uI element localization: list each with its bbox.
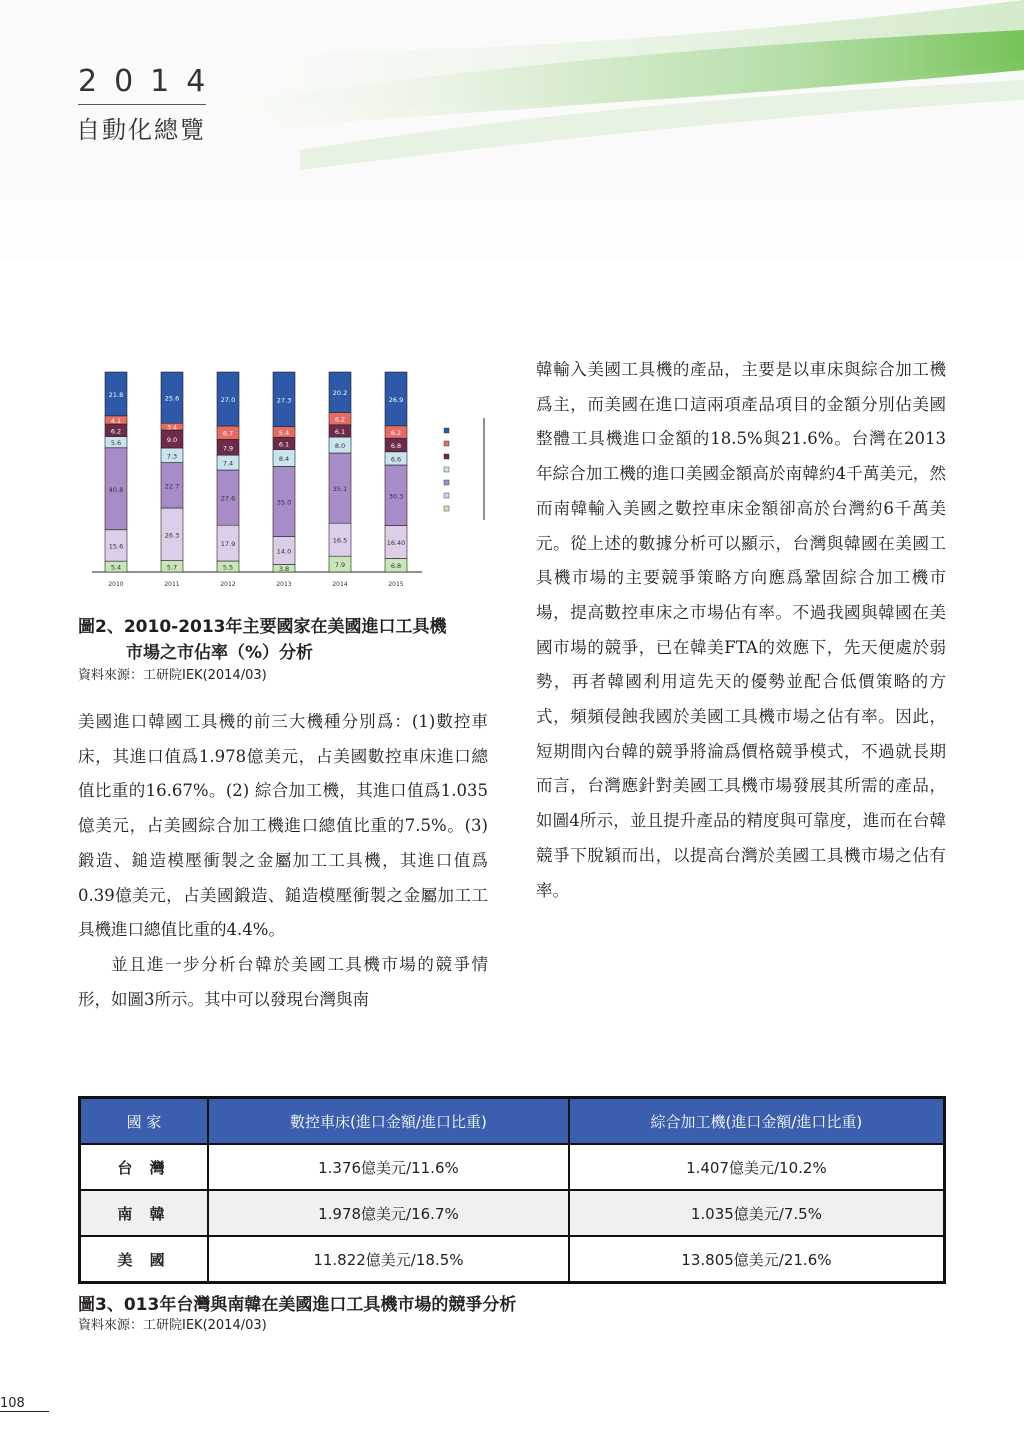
chart-data-label: 14.0 [276,547,292,556]
chart-data-label: 9.0 [166,436,178,444]
chart-data-label: 21.8 [108,390,124,399]
figure2-caption-line1: 圖2、2010-2013年主要國家在美國進口工具機 [78,617,447,637]
page-number: 108 [0,1396,49,1412]
chart-legend-swatch [444,467,449,472]
chart-data-label: 5.5 [222,563,234,572]
chart-data-label: 6.2 [390,429,402,437]
table-header-machining-center: 綜合加工機(進口金額/進口比重) [569,1098,945,1145]
chart-data-label: 27.3 [276,396,292,405]
chart-data-label: 6.1 [278,440,290,449]
table-header-country: 國 家 [80,1098,209,1145]
chart-data-label: 6.2 [334,415,346,424]
table-cell-country: 美 國 [80,1236,209,1283]
header-year: 2014 [78,64,223,99]
chart-data-label: 7.4 [222,459,234,468]
chart-tick-label: 2013 [276,581,292,588]
table-row [80,1144,945,1190]
chart-data-label: 3.4 [166,423,178,432]
chart-data-label: 15.6 [108,542,124,551]
chart-tick-label: 2015 [388,581,404,588]
chart-tick-label: 2011 [164,581,180,588]
table-cell-lathe: 11.822億美元/18.5% [208,1236,569,1283]
chart-data-label: 3.8 [278,565,290,574]
chart-data-label: 35.1 [332,485,348,494]
comparison-table [78,1096,946,1284]
chart-data-label: 8.4 [278,455,290,463]
chart-tick-label: 2012 [220,581,236,588]
chart-data-label: 6.8 [390,562,402,571]
chart-legend-swatch [444,454,449,459]
chart-data-label: 7.9 [222,444,234,453]
chart-data-label: 6.1 [334,427,346,436]
table-row [80,1190,945,1236]
chart-tick-label: 2014 [332,581,348,588]
table-header-lathe: 數控車床(進口金額/進口比重) [208,1098,569,1145]
header-divider [78,104,206,105]
chart-legend-swatch [444,480,449,485]
chart-legend-swatch [444,428,449,433]
chart-data-label: 17.9 [220,540,236,549]
chart-data-label: 4.1 [110,416,122,425]
right-column [536,353,946,908]
table-cell-country: 南 韓 [80,1190,209,1236]
chart-data-label: 5.7 [166,563,178,572]
table-cell-machining-center: 1.035億美元/7.5% [569,1190,945,1236]
chart-data-label: 26.3 [164,531,180,540]
chart-data-label: 30.3 [388,492,404,501]
table-cell-lathe: 1.376億美元/11.6% [208,1144,569,1190]
figure3-source: 資料來源：工研院IEK(2014/03) [78,1318,267,1333]
chart-data-label: 27.6 [220,494,236,503]
chart-data-label: 26.9 [388,395,404,404]
chart-legend-swatch [444,441,449,446]
header-title: 自動化總覽 [76,116,206,144]
chart-data-label: 40.8 [108,485,124,494]
figure3-caption: 圖3、013年台灣與南韓在美國進口工具機市場的競爭分析 [78,1295,517,1315]
table-header-row [80,1098,945,1145]
left-paragraph-1: 美國進口韓國工具機的前三大機種分別爲：(1)數控車床，其進口值爲1.978億美元，占美國數控車床進口總值比重的16.67%。(2) 綜合加工機，其進口值爲1.035億美元，占美國綜合加工機進口總值比重的7.5%。(3) 鍛造、鎚造模壓衝製之金屬加工工具機，其進口值爲0.39億美元，占美國鍛造、鎚造模壓衝製之金屬加工工具機進口總值比重的4.4%。 [78,712,488,940]
chart-legend-swatch [444,506,449,511]
table-cell-machining-center: 13.805億美元/21.6% [569,1236,945,1283]
chart-data-label: 7.9 [334,561,346,570]
chart-data-label: 6.6 [390,455,402,464]
table-row [80,1236,945,1283]
figure2-caption-line2: 市場之市佔率（%）分析 [126,643,314,663]
chart-data-label: 16.5 [332,536,348,545]
left-paragraph-2: 並且進一步分析台韓於美國工具機市場的競爭情形，如圖3所示。其中可以發現台灣與南 [78,954,488,1009]
chart-legend-swatch [444,493,449,498]
chart-data-label: 35.0 [276,498,292,507]
left-column [78,705,488,1017]
chart-data-label: 6.7 [222,429,234,438]
table-cell-country: 台 灣 [80,1144,209,1190]
chart-data-label: 6.8 [390,442,402,450]
table-cell-lathe: 1.978億美元/16.7% [208,1190,569,1236]
figure2-source: 資料來源：工研院IEK(2014/03) [78,668,267,683]
chart-data-label: 5.6 [110,439,122,448]
chart-data-label: 16.40 [386,539,406,547]
right-paragraph-1: 韓輸入美國工具機的產品，主要是以車床與綜合加工機爲主，而美國在進口這兩項產品項目的金額分別佔美國整體工具機進口金額的18.5%與21.6%。台灣在2013年綜合加工機的進口美國金額高於南韓約4千萬美元，然而南韓輸入美國之數控車床金額卻高於台灣約6千萬美元。從上述的數據分析可以顯示，台灣與韓國在美國工具機市場的主要競爭策略方向應爲鞏固綜合加工機市場，提高數控車床之市場佔有率。不過我國與韓國在美國市場的競爭，已在韓美FTA的效應下，先天便處於弱勢，再者韓國利用這先天的優勢並配合低價策略的方式，頻頻侵蝕我國於美國工具機市場之佔有率。因此，短期間內台韓的競爭將淪爲價格競爭模式，不過就長期而言，台灣應針對美國工具機市場發展其所需的產品，如圖4所示，並且提升產品的精度與可靠度，進而在台韓競爭下脫穎而出，以提高台灣於美國工具機市場之佔有率。 [536,360,946,900]
chart-data-label: 5.4 [278,429,290,437]
chart-data-label: 5.4 [110,563,122,572]
table-cell-machining-center: 1.407億美元/10.2% [569,1144,945,1190]
chart-data-label: 25.6 [164,394,180,403]
chart-data-label: 8.0 [334,442,346,450]
chart-tick-label: 2010 [108,581,124,588]
chart-data-label: 6.2 [110,427,122,436]
chart-data-label: 7.3 [166,452,178,461]
chart-data-label: 22.7 [164,482,180,491]
stacked-bar-chart [92,368,512,596]
chart-data-label: 20.2 [332,389,348,398]
chart-data-label: 27.0 [220,396,236,404]
